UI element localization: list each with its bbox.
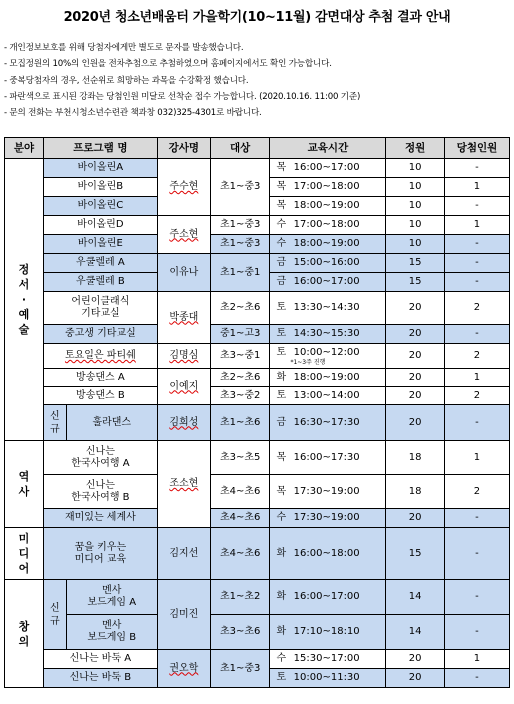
- table-header-row: [5, 138, 510, 159]
- table-row: [5, 475, 510, 509]
- header-cell: 강사명: [157, 138, 210, 159]
- capacity-cell: 20: [386, 325, 445, 344]
- time-cell: 목 17:30~19:00: [270, 475, 386, 509]
- instructor-cell: 김희성: [157, 405, 210, 441]
- notice-list: [4, 40, 512, 121]
- table-row: [5, 369, 510, 387]
- winners-cell: -: [444, 159, 509, 178]
- instructor-cell: 김미진: [157, 580, 210, 650]
- program-cell: 신나는 바둑 A: [44, 650, 158, 669]
- time-cell: 수 17:00~18:00: [270, 216, 386, 235]
- table-row: [5, 216, 510, 235]
- winners-cell: -: [444, 509, 509, 528]
- target-cell: 초3~중2: [210, 387, 270, 405]
- program-cell: 바이올린A: [44, 159, 158, 178]
- table-row: [5, 325, 510, 344]
- capacity-cell: 15: [386, 528, 445, 580]
- program-cell: 재미있는 세계사: [44, 509, 158, 528]
- program-cell: 신나는 한국사여행 A: [44, 441, 158, 475]
- table-row: [5, 159, 510, 178]
- capacity-cell: 10: [386, 216, 445, 235]
- target-cell: 초1~중3: [210, 159, 270, 216]
- header-cell: 교육시간: [270, 138, 386, 159]
- capacity-cell: 20: [386, 387, 445, 405]
- program-cell: 신나는 한국사여행 B: [44, 475, 158, 509]
- time-cell: 목 18:00~19:00: [270, 197, 386, 216]
- winners-cell: 1: [444, 650, 509, 669]
- time-cell: 화 16:00~18:00: [270, 528, 386, 580]
- winners-cell: -: [444, 405, 509, 441]
- header-cell: 대상: [210, 138, 270, 159]
- table-row: [5, 441, 510, 475]
- header-cell: 정원: [386, 138, 445, 159]
- capacity-cell: 18: [386, 475, 445, 509]
- notice-item: - 중복당첨자의 경우, 선순위로 희망하는 과목을 수강확정 했습니다.: [4, 75, 249, 86]
- winners-cell: -: [444, 254, 509, 273]
- winners-cell: 2: [444, 344, 509, 369]
- target-cell: 초4~초6: [210, 528, 270, 580]
- table-row: [5, 344, 510, 369]
- time-note: *1~3주 진행: [290, 358, 326, 366]
- winners-cell: -: [444, 669, 509, 688]
- target-cell: 초2~초6: [210, 369, 270, 387]
- capacity-cell: 20: [386, 344, 445, 369]
- capacity-cell: 15: [386, 254, 445, 273]
- target-cell: 초1~중3: [210, 650, 270, 688]
- instructor-cell: 박종대: [157, 292, 210, 344]
- table-row: [5, 650, 510, 669]
- notice-item: - 개인정보보호를 위해 당첨자에게만 별도로 문자를 발송했습니다.: [4, 43, 244, 53]
- capacity-cell: 10: [386, 178, 445, 197]
- target-cell: 초2~초6: [210, 292, 270, 325]
- capacity-cell: 10: [386, 159, 445, 178]
- winners-cell: -: [444, 325, 509, 344]
- time-cell: 수 15:30~17:00: [270, 650, 386, 669]
- time-cell: 금 16:30~17:30: [270, 405, 386, 441]
- target-cell: 초4~초6: [210, 509, 270, 528]
- time-cell: 금 15:00~16:00: [270, 254, 386, 273]
- capacity-cell: 20: [386, 292, 445, 325]
- program-cell: 중고생 기타교실: [44, 325, 158, 344]
- target-cell: 초1~중3: [210, 235, 270, 254]
- time-cell: 화 17:10~18:10: [270, 615, 386, 650]
- target-cell: 초3~초6: [210, 615, 270, 650]
- capacity-cell: 10: [386, 197, 445, 216]
- program-cell: 어린이클래식 기타교실: [44, 292, 158, 325]
- program-cell: 바이올린B: [44, 178, 158, 197]
- winners-cell: 2: [444, 292, 509, 325]
- program-cell: 멘사 보드게임 B: [66, 615, 157, 650]
- winners-cell: -: [444, 197, 509, 216]
- winners-cell: -: [444, 528, 509, 580]
- table-row: [5, 509, 510, 528]
- page-title: 2020년 청소년배움터 가을학기(10~11월) 감면대상 추첨 결과 안내: [63, 10, 451, 25]
- program-cell: 방송댄스 A: [44, 369, 158, 387]
- instructor-cell: 주수현: [157, 159, 210, 216]
- table-row: [5, 235, 510, 254]
- program-cell: 방송댄스 B: [44, 387, 158, 405]
- program-cell: 훌라댄스: [66, 405, 157, 441]
- target-cell: 초1~초6: [210, 405, 270, 441]
- winners-cell: 1: [444, 369, 509, 387]
- program-cell: 바이올린C: [44, 197, 158, 216]
- target-cell: 초3~초5: [210, 441, 270, 475]
- instructor-cell: 이유나: [157, 254, 210, 292]
- target-cell: 초4~초6: [210, 475, 270, 509]
- winners-cell: 1: [444, 216, 509, 235]
- target-cell: 초1~초2: [210, 580, 270, 615]
- table-row: [5, 292, 510, 325]
- target-cell: 중1~고3: [210, 325, 270, 344]
- capacity-cell: 20: [386, 509, 445, 528]
- program-cell: 신나는 바둑 B: [44, 669, 158, 688]
- header-cell: 당첨인원: [444, 138, 509, 159]
- capacity-cell: 14: [386, 615, 445, 650]
- time-cell: 목 17:00~18:00: [270, 178, 386, 197]
- target-cell: 초1~중3: [210, 216, 270, 235]
- capacity-cell: 14: [386, 580, 445, 615]
- table-row: [5, 528, 510, 580]
- program-cell: 바이올린D: [44, 216, 158, 235]
- instructor-cell: 이예지: [157, 369, 210, 405]
- instructor-cell: 권오학: [157, 650, 210, 688]
- instructor-cell: 김명심: [157, 344, 210, 369]
- capacity-cell: 20: [386, 369, 445, 387]
- winners-cell: 2: [444, 475, 509, 509]
- time-cell: 금 16:00~17:00: [270, 273, 386, 292]
- table-row: [5, 580, 510, 615]
- notice-item: - 문의 전화는 부천시청소년수련관 책과창 032)325-4301로 바랍니다.: [4, 108, 262, 119]
- program-cell: 멘사 보드게임 A: [66, 580, 157, 615]
- winners-cell: 1: [444, 441, 509, 475]
- target-cell: 초1~중1: [210, 254, 270, 292]
- capacity-cell: 18: [386, 441, 445, 475]
- program-cell: 꿈을 키우는 미디어 교육: [44, 528, 158, 580]
- winners-cell: 1: [444, 178, 509, 197]
- capacity-cell: 20: [386, 669, 445, 688]
- winners-cell: 2: [444, 387, 509, 405]
- winners-cell: -: [444, 580, 509, 615]
- time-cell: 토 10:00~11:30: [270, 669, 386, 688]
- time-cell: 화 18:00~19:00: [270, 369, 386, 387]
- winners-cell: -: [444, 273, 509, 292]
- capacity-cell: 20: [386, 650, 445, 669]
- time-cell: 수 18:00~19:00: [270, 235, 386, 254]
- winners-cell: -: [444, 235, 509, 254]
- capacity-cell: 20: [386, 405, 445, 441]
- time-cell: 토 13:30~14:30: [270, 292, 386, 325]
- capacity-cell: 10: [386, 235, 445, 254]
- category-cell: 정 서 · 예 술: [5, 159, 44, 441]
- instructor-cell: 주소현: [157, 216, 210, 254]
- table-row: [5, 615, 510, 650]
- time-cell: 토 14:30~15:30: [270, 325, 386, 344]
- time-cell: 토 13:00~14:00: [270, 387, 386, 405]
- time-cell: 수 17:30~19:00: [270, 509, 386, 528]
- category-cell: 창 의: [5, 580, 44, 688]
- program-cell: 우쿨렐레 A: [44, 254, 158, 273]
- notice-item: - 모집정원의 10%의 인원을 전차추첨으로 추첨하였으며 홈페이지에서도 확인 가능합니다.: [4, 59, 332, 70]
- new-label: 신 규: [44, 580, 67, 650]
- new-label: 신 규: [44, 405, 67, 441]
- time-cell: 목 16:00~17:30: [270, 441, 386, 475]
- capacity-cell: 15: [386, 273, 445, 292]
- winners-cell: -: [444, 615, 509, 650]
- program-cell: 토요일은 파티쉐: [44, 344, 158, 369]
- time-cell: 목 16:00~17:00: [270, 159, 386, 178]
- notice-item: - 파란색으로 표시된 강좌는 당첨인원 미달로 선착순 접수 가능합니다. (2020.10.16. 11:00 기준): [4, 91, 361, 102]
- instructor-cell: 김지선: [157, 528, 210, 580]
- category-cell: 미 디 어: [5, 528, 44, 580]
- time-cell: 토 10:00~12:00 *1~3주 진행: [270, 344, 386, 369]
- table-row: [5, 405, 510, 441]
- header-cell: 분야: [5, 138, 44, 159]
- time-cell: 화 16:00~17:00: [270, 580, 386, 615]
- instructor-cell: 조소현: [157, 441, 210, 528]
- header-cell: 프로그램 명: [44, 138, 158, 159]
- program-cell: 바이올린E: [44, 235, 158, 254]
- category-cell: 역 사: [5, 441, 44, 528]
- program-table: [4, 137, 510, 688]
- target-cell: 초3~중1: [210, 344, 270, 369]
- table-row: [5, 387, 510, 405]
- program-cell: 우쿨렐레 B: [44, 273, 158, 292]
- table-row: [5, 254, 510, 273]
